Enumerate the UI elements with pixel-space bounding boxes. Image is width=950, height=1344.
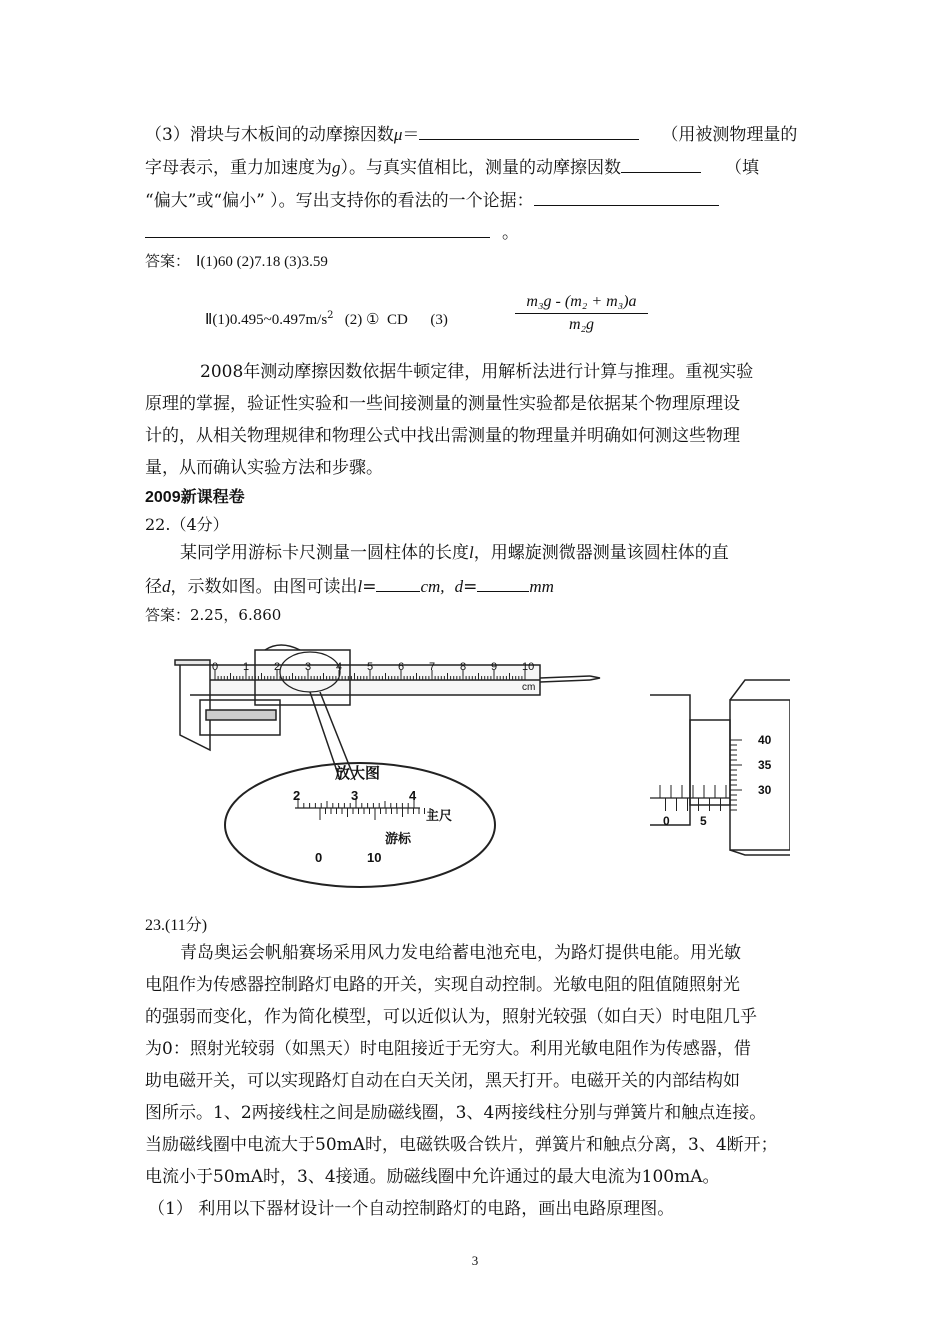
caliper-tick-label: 10	[522, 661, 535, 673]
caliper-tick-label: 0	[212, 661, 219, 673]
section-heading-2009: 2009新课程卷	[145, 489, 245, 506]
mu-symbol: μ	[393, 125, 403, 144]
paragraph-line: 2008年测动摩擦因数依据牛顿定律，用解析法进行计算与推理。重视实验	[200, 362, 754, 382]
caliper-tick-label: 1	[243, 661, 250, 673]
q3-text: （填	[725, 158, 759, 178]
zoom-main-tick-label: 4	[409, 788, 417, 803]
friction-formula	[515, 293, 648, 334]
q23-line: 助电磁开关，可以实现路灯自动在白天关闭，黑天打开。电磁开关的内部结构如	[145, 1071, 740, 1091]
caliper-tick-label: 8	[460, 661, 467, 673]
q22-text: ，用螺旋测微器测量该圆柱体的直	[473, 543, 729, 563]
sleeve-tick-label: 5	[700, 814, 707, 828]
q3-line-3	[145, 188, 719, 212]
answer-2008-line-1	[145, 250, 328, 273]
q3-text: ）。与真实值相比，测量的动摩擦因数	[340, 158, 621, 178]
sleeve-tick-label: 0	[663, 814, 670, 828]
zoom-title: 放大图	[335, 765, 381, 782]
caliper-tick-label: 2	[274, 661, 281, 673]
answer-part-2b: (2) ① CD (3)	[333, 312, 448, 328]
q3-line-2	[145, 155, 759, 179]
page-number: 3	[471, 1253, 479, 1268]
answer-part-1: Ⅰ(1)60 (2)7.18 (3)3.59	[196, 254, 328, 270]
q3-text: 。	[502, 223, 519, 243]
thimble-tick-label: 30	[758, 783, 772, 797]
zoom-main-tick-label: 2	[293, 788, 301, 803]
l-symbol: l	[357, 577, 363, 596]
zoom-main-tick-label: 3	[351, 788, 359, 803]
micrometer-labels	[663, 733, 772, 828]
q22-text: 径	[145, 577, 162, 597]
q22-text: 某同学用游标卡尺测量一圆柱体的长度	[180, 543, 469, 563]
caliper-tick-label: 4	[336, 661, 343, 673]
caliper-tick-label: 9	[491, 661, 498, 673]
q3-text: （3）滑块与木板间的动摩擦因数	[145, 125, 394, 145]
answer-2008-line-2	[205, 305, 448, 331]
answer-blank-mu[interactable]	[419, 122, 639, 140]
caliper-tick-label: 7	[429, 661, 436, 673]
answer-blank-argument-cont[interactable]	[145, 220, 490, 238]
superscript: 2	[327, 310, 334, 321]
answer-blank-d[interactable]	[477, 574, 529, 592]
answer-blank-l[interactable]	[376, 574, 420, 592]
q23-line: 的强弱而变化，作为简化模型，可以近似认为，照射光较强（如白天）时电阻几乎	[145, 1007, 757, 1027]
q23-line: 青岛奥运会帆船赛场采用风力发电给蓄电池充电，为路灯提供电能。用光敏	[180, 943, 741, 963]
g-symbol: g	[332, 158, 341, 177]
q3-text: 字母表示，重力加速度为	[145, 158, 332, 178]
formula-numerator: m₃g - (m₂ + m₃)a	[515, 293, 648, 314]
unit-mm: mm	[529, 577, 554, 596]
answer-part-2: Ⅱ(1)0.495~0.497m/s	[205, 312, 328, 328]
zoom-vernier-label: 游标	[385, 831, 412, 846]
caliper-tick-label: 3	[305, 661, 312, 673]
caliper-tick-label: 6	[398, 661, 405, 673]
formula-denominator: m₂g	[568, 316, 595, 333]
q3-line-4	[145, 220, 519, 244]
q3-line-1	[145, 122, 797, 146]
answer-label: 答案：	[145, 252, 191, 270]
q22-answer: 答案：2.25，6.860	[145, 606, 282, 624]
answer-blank-bias[interactable]	[621, 155, 701, 173]
zoom-vernier-tick-label: 10	[367, 850, 382, 865]
q22-line-1	[180, 542, 729, 564]
zoom-vernier-tick-label: 0	[315, 850, 323, 865]
vernier-caliper-drawing	[175, 645, 600, 780]
q22-header: 22.（4分）	[145, 515, 229, 534]
d-symbol: d	[454, 577, 464, 596]
paragraph-line: 计的，从相关物理规律和物理公式中找出需测量的物理量并明确如何测这些物理	[145, 426, 740, 446]
l-symbol: l	[469, 543, 474, 562]
paragraph-line: 原理的掌握，验证性实验和一些间接测量的测量性实验都是依据某个物理原理设	[145, 394, 740, 414]
q22-line-2	[145, 574, 554, 598]
q23-line: 电流小于50mA时，3、4接通。励磁线圈中允许通过的最大电流为100mA。	[145, 1167, 720, 1187]
equals-sign: ＝	[402, 125, 420, 145]
q23-line: 电阻作为传感器控制路灯电路的开关，实现自动控制。光敏电阻的阻值随照射光	[145, 975, 740, 995]
q23-header: 23.(11分)	[145, 917, 208, 934]
caliper-tick-label: 5	[367, 661, 374, 673]
unit-cm: cm,	[420, 577, 445, 596]
q23-line: （1） 利用以下器材设计一个自动控制路灯的电路，画出电路原理图。	[148, 1199, 675, 1219]
q3-text: “偏大”或“偏小” ）。写出支持你的看法的一个论据：	[145, 191, 534, 211]
paragraph-line: 量，从而确认实验方法和步骤。	[145, 458, 383, 478]
thimble-tick-label: 40	[758, 733, 772, 747]
caliper-micrometer-figure	[170, 640, 790, 895]
caliper-unit-label: cm	[522, 682, 536, 693]
answer-blank-argument[interactable]	[534, 188, 719, 206]
q22-text: ，示数如图。由图可读出	[170, 577, 358, 597]
d-symbol: d	[162, 577, 171, 596]
equals-sign: =	[463, 577, 478, 597]
q23-line: 图所示。1、2两接线柱之间是励磁线圈，3、4两接线柱分别与弹簧片和触点连接。	[145, 1103, 767, 1123]
zoom-main-label: 主尺	[426, 808, 453, 823]
q23-line: 为0：照射光较弱（如黑天）时电阻接近于无穷大。利用光敏电阻作为传感器，借	[145, 1039, 751, 1059]
zoom-view	[225, 763, 495, 887]
equals-sign: =	[362, 577, 377, 597]
thimble-tick-label: 35	[758, 758, 772, 772]
q23-line: 当励磁线圈中电流大于50mA时，电磁铁吸合铁片，弹簧片和触点分离，3、4断开；	[145, 1135, 778, 1155]
q3-text: （用被测物理量的	[661, 125, 798, 145]
